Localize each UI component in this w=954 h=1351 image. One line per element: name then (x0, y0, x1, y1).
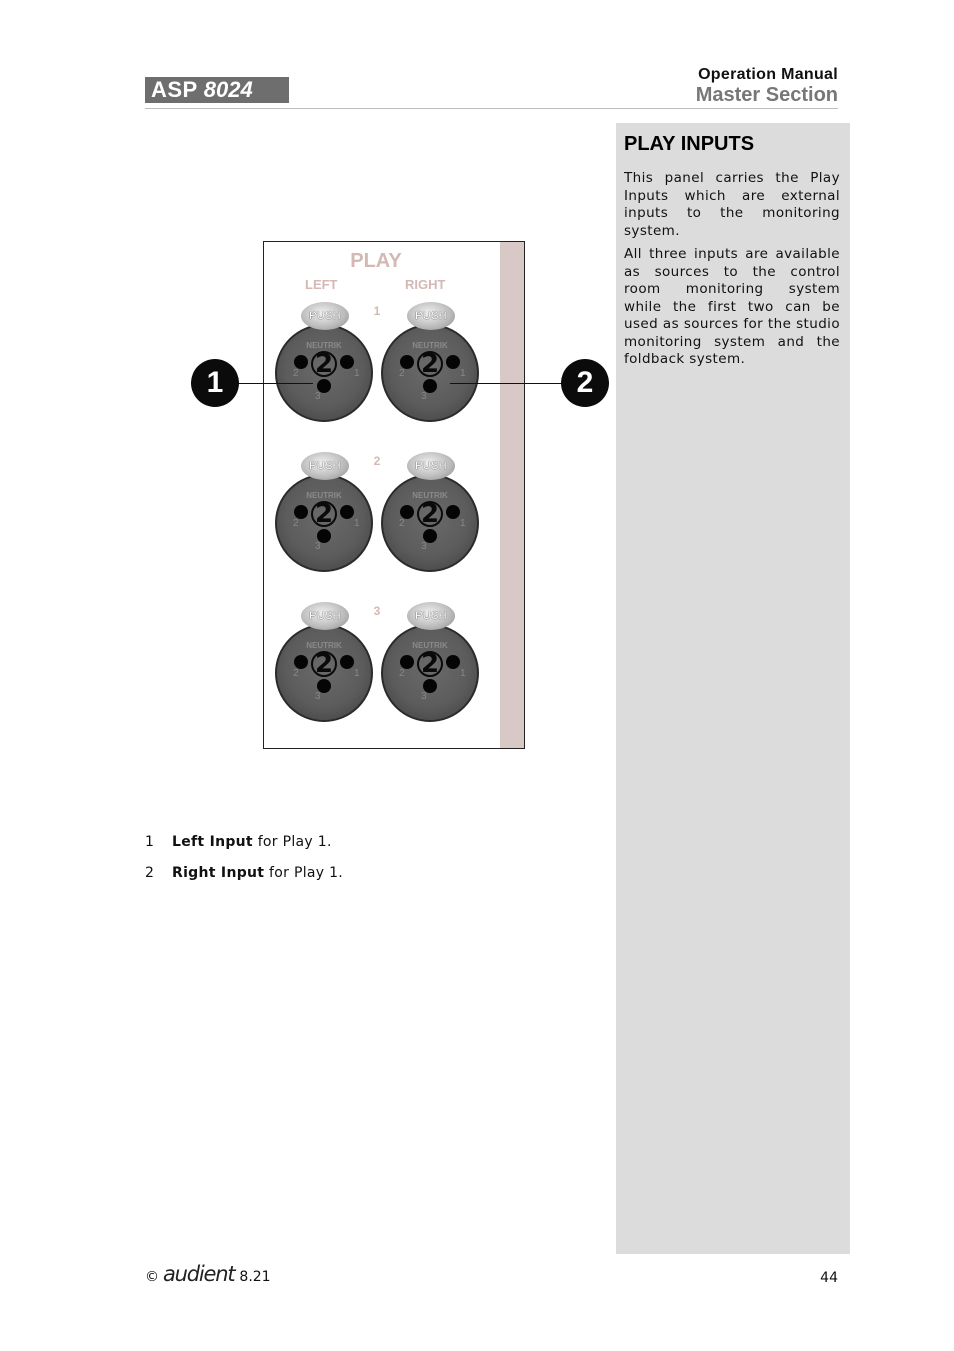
svg-text:2: 2 (314, 349, 334, 379)
xlr-connector (275, 602, 375, 702)
version-number: 8.21 (239, 1269, 271, 1285)
row-number: 2 (373, 454, 381, 468)
list-item (145, 834, 343, 865)
push-label: PUSH (309, 460, 341, 472)
xlr-pin-label: 3 (421, 691, 427, 702)
xlr-pin-label: 3 (315, 691, 321, 702)
push-label: PUSH (309, 610, 341, 622)
xlr-pin-label: 1 (460, 668, 466, 679)
section-label: Master Section (695, 84, 838, 106)
panel-title: PLAY (350, 250, 402, 272)
xlr-brand: NEUTRIK (412, 341, 448, 350)
xlr-pin-label: 1 (460, 368, 466, 379)
xlr-face-icon (383, 326, 477, 420)
list-item-rest: for Play 1. (264, 865, 344, 881)
callout-legend (145, 834, 343, 896)
logo-model-text: 8024 (203, 77, 253, 102)
list-item-text (172, 865, 343, 896)
list-item (145, 865, 343, 896)
push-latch (301, 602, 349, 630)
xlr-pin-label: 2 (293, 368, 299, 379)
panel-left-label: LEFT (305, 277, 338, 292)
xlr-pin-label: 2 (399, 668, 405, 679)
callout-badge: 1 (191, 359, 239, 407)
svg-text:2: 2 (420, 349, 440, 379)
page-number: 44 (820, 1270, 838, 1286)
play-panel-illustration (263, 241, 525, 749)
push-label: PUSH (415, 460, 447, 472)
xlr-pin-label: 1 (460, 518, 466, 529)
list-item-bold: Right Input (172, 865, 265, 881)
push-latch (301, 302, 349, 330)
xlr-body (275, 474, 373, 572)
product-logo (145, 77, 289, 103)
xlr-connector (381, 602, 481, 702)
row-number: 3 (373, 604, 381, 618)
xlr-pin-label: 3 (315, 391, 321, 402)
push-latch (407, 452, 455, 480)
xlr-brand: NEUTRIK (306, 641, 342, 650)
xlr-pin-label: 2 (399, 518, 405, 529)
copyright-symbol: © (145, 1269, 159, 1285)
xlr-pin-label: 2 (293, 668, 299, 679)
list-item-text (172, 834, 332, 865)
xlr-connector (275, 302, 375, 402)
push-label: PUSH (309, 310, 341, 322)
sidebar-paragraph: All three inputs are available as sources to the control room monitoring system while the first two can be used as sources for the studio monitoring system and the foldback system. (624, 246, 840, 367)
xlr-body (381, 474, 479, 572)
list-item-rest: for Play 1. (252, 834, 332, 850)
push-latch (301, 452, 349, 480)
row-number: 1 (373, 304, 381, 318)
footer-copyright (145, 1262, 271, 1286)
xlr-brand: NEUTRIK (412, 641, 448, 650)
xlr-brand: NEUTRIK (306, 341, 342, 350)
list-item-number: 2 (145, 865, 155, 881)
panel-right-label: RIGHT (405, 277, 446, 292)
svg-text:2: 2 (314, 649, 334, 679)
xlr-pin-label: 1 (354, 518, 360, 529)
xlr-body (275, 624, 373, 722)
xlr-pin-label: 2 (293, 518, 299, 529)
xlr-connector (275, 452, 375, 552)
xlr-pin-label: 1 (354, 668, 360, 679)
push-label: PUSH (415, 610, 447, 622)
xlr-body (381, 324, 479, 422)
xlr-pin-label: 2 (399, 368, 405, 379)
xlr-face-icon (277, 476, 371, 570)
audient-brand: audient (163, 1262, 235, 1286)
xlr-body (381, 624, 479, 722)
svg-text:2: 2 (420, 649, 440, 679)
xlr-pin-label: 3 (421, 541, 427, 552)
xlr-face-icon (383, 626, 477, 720)
sidebar (616, 123, 850, 1254)
callout-badge: 2 (561, 359, 609, 407)
xlr-face-icon (383, 476, 477, 570)
xlr-face-icon (277, 626, 371, 720)
callout-leader-line (238, 383, 313, 384)
list-item-number: 1 (145, 834, 155, 850)
xlr-pin-label: 3 (315, 541, 321, 552)
xlr-brand: NEUTRIK (306, 491, 342, 500)
xlr-body (275, 324, 373, 422)
sidebar-paragraph: This panel carries the Play Inputs which are external inputs to the monitoring system. (624, 170, 840, 239)
xlr-pin-label: 1 (354, 368, 360, 379)
callout-leader-line (450, 383, 563, 384)
push-label: PUSH (415, 310, 447, 322)
xlr-brand: NEUTRIK (412, 491, 448, 500)
xlr-connector (381, 302, 481, 402)
panel-side-strip (500, 242, 524, 748)
xlr-pin-label: 3 (421, 391, 427, 402)
header-titles (696, 66, 838, 107)
push-latch (407, 302, 455, 330)
manual-label: Operation Manual (698, 66, 838, 83)
xlr-connector (381, 452, 481, 552)
sidebar-title: PLAY INPUTS (624, 133, 755, 155)
header-divider (145, 108, 838, 109)
list-item-bold: Left Input (172, 834, 253, 850)
push-latch (407, 602, 455, 630)
logo-asp-text: ASP (151, 77, 198, 102)
svg-text:2: 2 (314, 499, 334, 529)
xlr-face-icon (277, 326, 371, 420)
svg-text:2: 2 (420, 499, 440, 529)
